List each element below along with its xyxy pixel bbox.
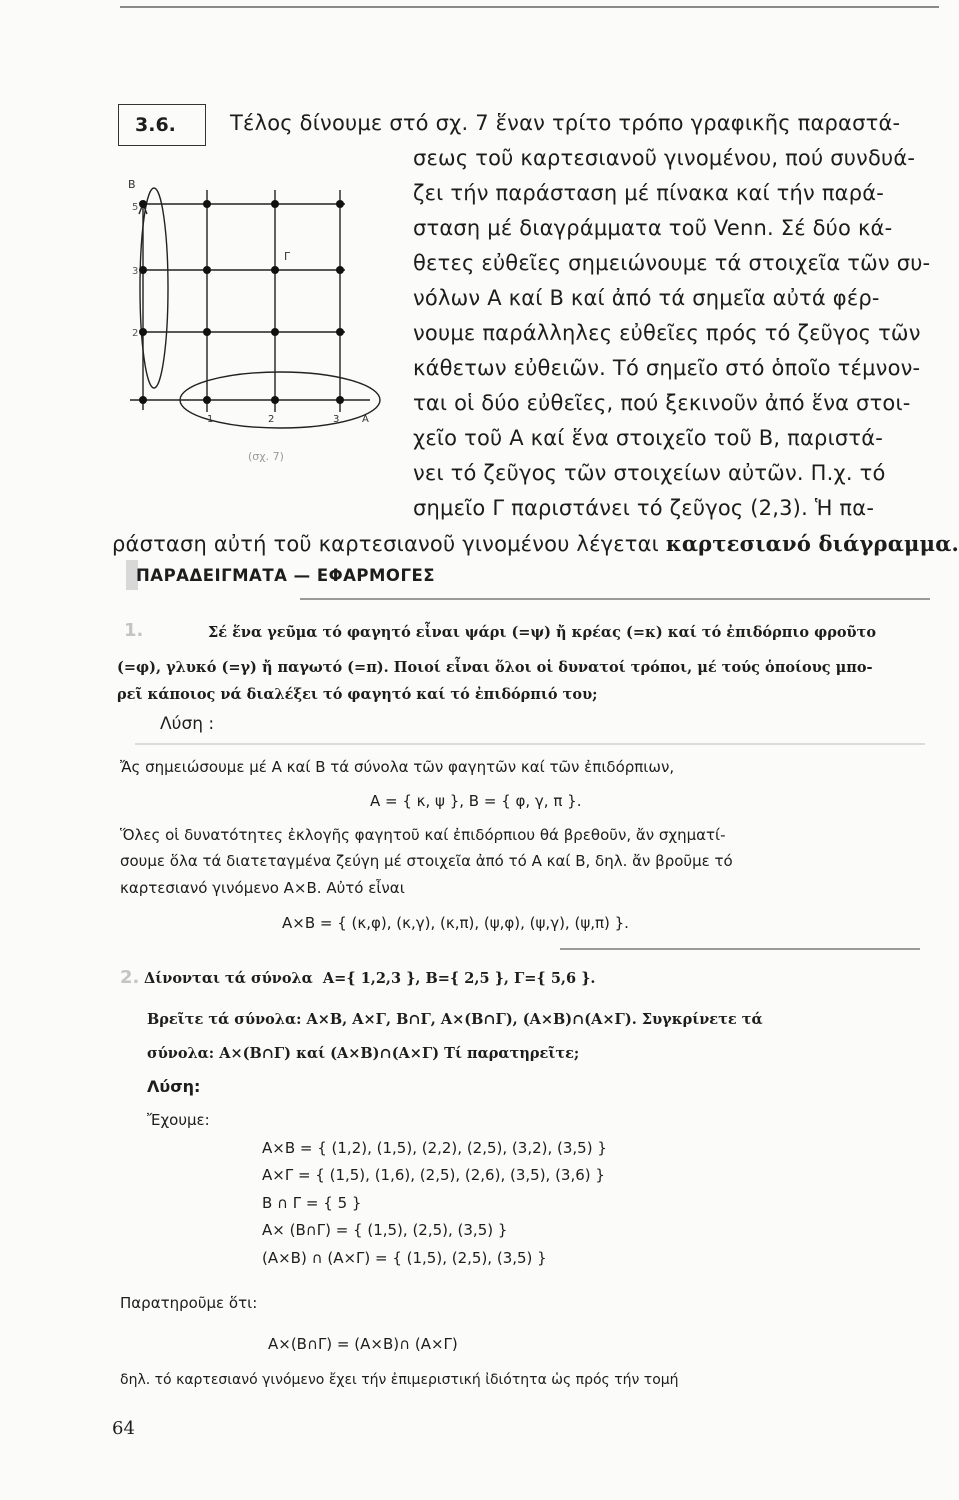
- b-tick-label: 3: [132, 266, 139, 277]
- example-2-given-prefix: Δίνονται τά σύνολα: [144, 970, 313, 987]
- label-b: B: [128, 178, 136, 191]
- intro-line: νει τό ζεῦγος τῶν στοιχείων αὐτῶν. Π.χ. τό: [413, 461, 886, 485]
- example-2-result: A× (B∩Γ) = { (1,5), (2,5), (3,5) }: [262, 1221, 508, 1239]
- example-2-task: σύνολα: A×(B∩Γ) καί (A×B)∩(A×Γ) Τί παρατηρεῖτε;: [147, 1045, 580, 1062]
- example-2-observe: Παρατηροῦμε ὅτι:: [120, 1294, 258, 1312]
- examples-heading: ΠΑΡΑΔΕΙΓΜΑΤΑ — ΕΦΑΡΜΟΓΕΣ: [136, 566, 436, 585]
- example-1-text: καρτεσιανό γινόμενο A×B. Αὐτό εἶναι: [120, 879, 405, 897]
- intro-line: σεως τοῦ καρτεσιανοῦ γινομένου, πού συνδυά-: [413, 146, 916, 170]
- intro-line: ζει τήν παράσταση μέ πίνακα καί τήν παρά-: [413, 181, 885, 205]
- a-tick-label: 1: [207, 414, 214, 425]
- example-2-task: Βρεῖτε τά σύνολα: A×B, A×Γ, B∩Γ, A×(B∩Γ), (A×B)∩(A×Γ). Συγκρίνετε τά: [147, 1011, 763, 1028]
- a-tick-label: 3: [333, 414, 340, 425]
- venn-ellipse-b: [140, 188, 168, 388]
- example-1-text: Ἄς σημειώσουμε μέ A καί B τά σύνολα τῶν φαγητῶν καί τῶν ἐπιδόρπιων,: [120, 758, 675, 776]
- example-2-equation: A×(B∩Γ) = (A×B)∩ (A×Γ): [268, 1335, 458, 1353]
- example-2-given-sets: A={ 1,2,3 }, B={ 2,5 }, Γ={ 5,6 }.: [322, 970, 596, 987]
- example-2-we-have: Ἔχουμε:: [147, 1111, 210, 1129]
- example-1-question: ρεῖ κάποιος νά διαλέξει τό φαγητό καί τό ἐπιδόρπιό του;: [117, 686, 598, 703]
- b-tick-label: 5: [132, 202, 139, 213]
- section-number: 3.6.: [118, 104, 206, 146]
- a-tick-label: 2: [268, 414, 275, 425]
- intro-line: νόλων A καί B καί ἀπό τά σημεῖα αὐτά φέρ-: [413, 286, 880, 310]
- example-1-question: (=φ), γλυκό (=γ) ἤ παγωτό (=π). Ποιοί εἶναι ὅλοι οἱ δυνατοί τρόποι, μέ τούς ὁποίους μπο-: [117, 659, 873, 676]
- intro-last-line-text: ράσταση αὐτή τοῦ καρτεσιανοῦ γινομένου λέγεται: [112, 532, 666, 556]
- page-number: 64: [112, 1418, 135, 1439]
- intro-line: σταση μέ διαγράμματα τοῦ Venn. Σέ δύο κά-: [413, 216, 893, 240]
- intro-last-line: [112, 531, 959, 556]
- example-2-result: B ∩ Γ = { 5 }: [262, 1194, 362, 1212]
- example-1-text: σουμε ὅλα τά διατεταγμένα ζεύγη μέ στοιχεῖα ἀπό τό A καί B, δηλ. ἄν βροῦμε τό: [120, 852, 733, 870]
- intro-line: κάθετων εὐθειῶν. Τό σημεῖο στό ὁποῖο τέμνον-: [413, 356, 921, 380]
- label-a: A: [362, 414, 369, 425]
- example-2-solution-label: Λύση:: [147, 1077, 201, 1096]
- divider-rule: [135, 743, 925, 745]
- intro-line: νουμε παράλληλες εὐθεῖες πρός τό ζεῦγος τῶν: [413, 321, 921, 345]
- divider-rule: [560, 948, 920, 950]
- figure-caption: (σχ. 7): [248, 450, 284, 463]
- example-1-question: Σέ ἕνα γεῦμα τό φαγητό εἶναι ψάρι (=ψ) ἤ κρέας (=κ) καί τό ἐπιδόρπιο φροῦτο: [208, 624, 877, 641]
- intro-line: σημεῖο Γ παριστάνει τό ζεῦγος (2,3). Ἡ πα-: [413, 496, 875, 520]
- b-tick-label: 2: [132, 328, 139, 339]
- example-1-sets: A = { κ, ψ }, B = { φ, γ, π }.: [370, 792, 582, 810]
- example-2-result: A×B = { (1,2), (1,5), (2,2), (2,5), (3,2), (3,5) }: [262, 1139, 607, 1157]
- intro-line: Τέλος δίνουμε στό σχ. 7 ἕναν τρίτο τρόπο γραφικῆς παραστά-: [230, 111, 901, 135]
- intro-line: ται οἱ δύο εὐθεῖες, πού ξεκινοῦν ἀπό ἕνα στοι-: [413, 391, 911, 415]
- intro-line: θετες εὐθεῖες σημειώνουμε τά στοιχεῖα τῶν συ-: [413, 251, 931, 275]
- cartesian-diagram-figure: [130, 160, 405, 500]
- example-2-result: A×Γ = { (1,5), (1,6), (2,5), (2,6), (3,5), (3,6) }: [262, 1166, 605, 1184]
- example-2-result: (A×B) ∩ (A×Γ) = { (1,5), (2,5), (3,5) }: [262, 1249, 547, 1267]
- example-1-number: 1.: [124, 620, 144, 641]
- example-1-product: A×B = { (κ,φ), (κ,γ), (κ,π), (ψ,φ), (ψ,γ), (ψ,π) }.: [282, 914, 629, 932]
- term-cartesian-diagram: καρτεσιανό διάγραμμα.: [665, 531, 959, 556]
- example-1-solution-label: Λύση :: [160, 714, 215, 734]
- divider-rule: [300, 598, 930, 600]
- example-2-conclusion: δηλ. τό καρτεσιανό γινόμενο ἔχει τήν ἐπιμεριστική ἰδιότητα ὡς πρός τήν τομή: [120, 1372, 679, 1388]
- example-1-text: Ὅλες οἱ δυνατότητες ἐκλογῆς φαγητοῦ καί ἐπιδόρπιου θά βρεθοῦν, ἄν σχηματί-: [120, 826, 726, 844]
- top-border-line: [120, 6, 939, 8]
- label-point-g: Γ: [284, 250, 291, 263]
- intro-line: χεῖο τοῦ A καί ἕνα στοιχεῖο τοῦ B, παριστά-: [413, 426, 884, 450]
- example-2-given: [144, 970, 595, 987]
- example-2-number: 2.: [120, 967, 140, 988]
